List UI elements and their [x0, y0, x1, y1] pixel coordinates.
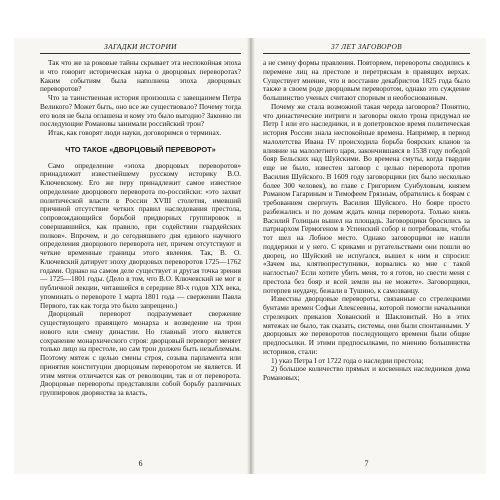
paragraph: Дворцовый переворот подразумевает свержение существующего правящего монарха и возведение на трон нового или смену династии. Но главный этого является сохранение монархического строя: дворцовый переворот меняет только лицо на престоле, но сам трон должен быть незыблемым. Поэтому мятеж с целью смены строя, созыва парламента или принятия конституции дворцовым переворотом не является. И этим мятеж отличается как от революции, так и от переворота. Дворцовые перевороты представляли собой борьбу различных группировок дворянства за власть, — [40, 310, 241, 397]
paragraph: Само определение «эпоха дворцовых переворотов» принадлежит известнейшему русскому историку В.О. Ключевскому. Его же перу принадлежит самое известное определение дворцового переворота по-российски: «это захват политической власти в России XVIII столетия, имевший причиной отсутствие четких правил наследования престола, сопровождающийся борьбой придворных группировок и совершавшийся, как правило, при содействии гвардейских полков». Впрочем, и до сегодняшнего дня единого научного определения дворцового переворота нет, причем отсутствуют и четкие временные границы этого явления. Так, В. О. Ключевский датирует эпоху дворцовых переворотов 1725—1762 годами. Однако на самом деле существует и другая точка зрения — 1725—1801 годы. (Дело в том, что В.О. Ключевский не мог в публичной лекции, читавшейся в середине 80-х годов XIX века, упоминать о перевороте 1 марта 1801 года — свержении Павла Первого, так как тогда это было запрещено.) — [40, 161, 241, 310]
running-head-left: ЗАГАДКИ ИСТОРИИ — [40, 42, 241, 54]
book-gutter — [247, 38, 255, 474]
right-page-text — [263, 59, 470, 383]
book-spread — [14, 38, 486, 474]
running-head-right: 37 ЛЕТ ЗАГОВОРОВ — [263, 42, 470, 54]
left-page-text — [40, 59, 241, 398]
paragraph: Итак, как говорят люди науки, договоримся о терминах. — [48, 129, 222, 137]
paragraph: а не смену формы правления. Повторяем, перевороты сводились к перемене лиц на престоле и перетряскам в правящих верхах. Существует мнение, что и восстание декабристов 1825 года было также в своем роде дворцовым переворотом, однако это суждение большинство ученых считают спорным и необоснованным. — [263, 59, 470, 102]
paragraph: Почему же стала возможной такая череда заговоров? Понятно, что династические интриги и заговоры около трона придумал не Петр I или его наследники, и в допетровское время политическая история России знала неспокойные времена. Например, в период малолетства Ивана IV происходила борьба боярских кланов за влияние на малолетнего царя, закончившаяся в 1538 году победой бояр Бельских над Шуйскими. Во времена смуты, когда гвардии еще не было, известен заговор с целью переворота против Василия Шуйского. В 1609 году заговорщики (их было несколько более 300 человек), во главе с Григорием Сунбуловым, князем Романом Гагариным и Тимофеем Грязным, обратились к боярам с требованием свергнуть Василия Шуйского. Но бояре просто разбежались и по домам ждать конца переворота. Только князь Василий Голицын вышел на площадь. Заговорщики бросились за патриархом Гермогеном в Успенский собор и потребовали, чтобы тот шел на Лобное место. Однако заговорщики не нашли поддержки и у него. С криками и ругательствами они пошли во дворец, но Шуйский не испугался, вышел к ним и спросил: «Зачем вы, клятвопреступники, ворвались ко мне с такой наглостью? Если хотите убить меня, то я готов, но свести меня с престола без бояр и всей земли вы не можете». Заговорщики, потерпев неудачу, бежали в Тушино, к самозванцу. — [263, 102, 470, 295]
paragraph: Что за таинственная история произошла с завещанием Петра Великого? Может быть, оно все же существовало? Почему тогда его воля не была оглашена и кому это было выгодно? Законно ли последующие Романовы занимали российский трон? — [40, 94, 241, 129]
page-number-left: 6 — [138, 459, 143, 468]
right-page — [250, 38, 486, 474]
list-item: 2) большое количество прямых и косвенных наследников дома Романовых; — [263, 365, 470, 382]
paragraph: Так что же за роковые тайны скрывает эта неспокойная эпоха и что говорит историческая наука о дворцовых переворотах? Каким событиям была наполнена эпоха дворцовых переворотов? — [40, 59, 241, 94]
section-title: ЧТО ТАКОЕ «ДВОРЦОВЫЙ ПЕРЕВОРОТ» — [65, 144, 216, 154]
list-item: 1) указ Петра I от 1722 года о наследии престола; — [271, 356, 424, 365]
left-page — [14, 38, 250, 474]
paragraph: Известны дворцовые перевороты, связанные со стрелецкими бунтами времен Софьи Алексеевны, которой помогли начальники стрелецких приказов Хованский и Шакловитый. Но в этих мятежах не было, так сказать, системы, они были спонтанными. У дворцовых же переворотов последующего времени были общие предпосылки. И этими предпосылками, по мнению большинства историков, стали: — [263, 295, 470, 356]
page-number-right: 7 — [364, 459, 369, 468]
